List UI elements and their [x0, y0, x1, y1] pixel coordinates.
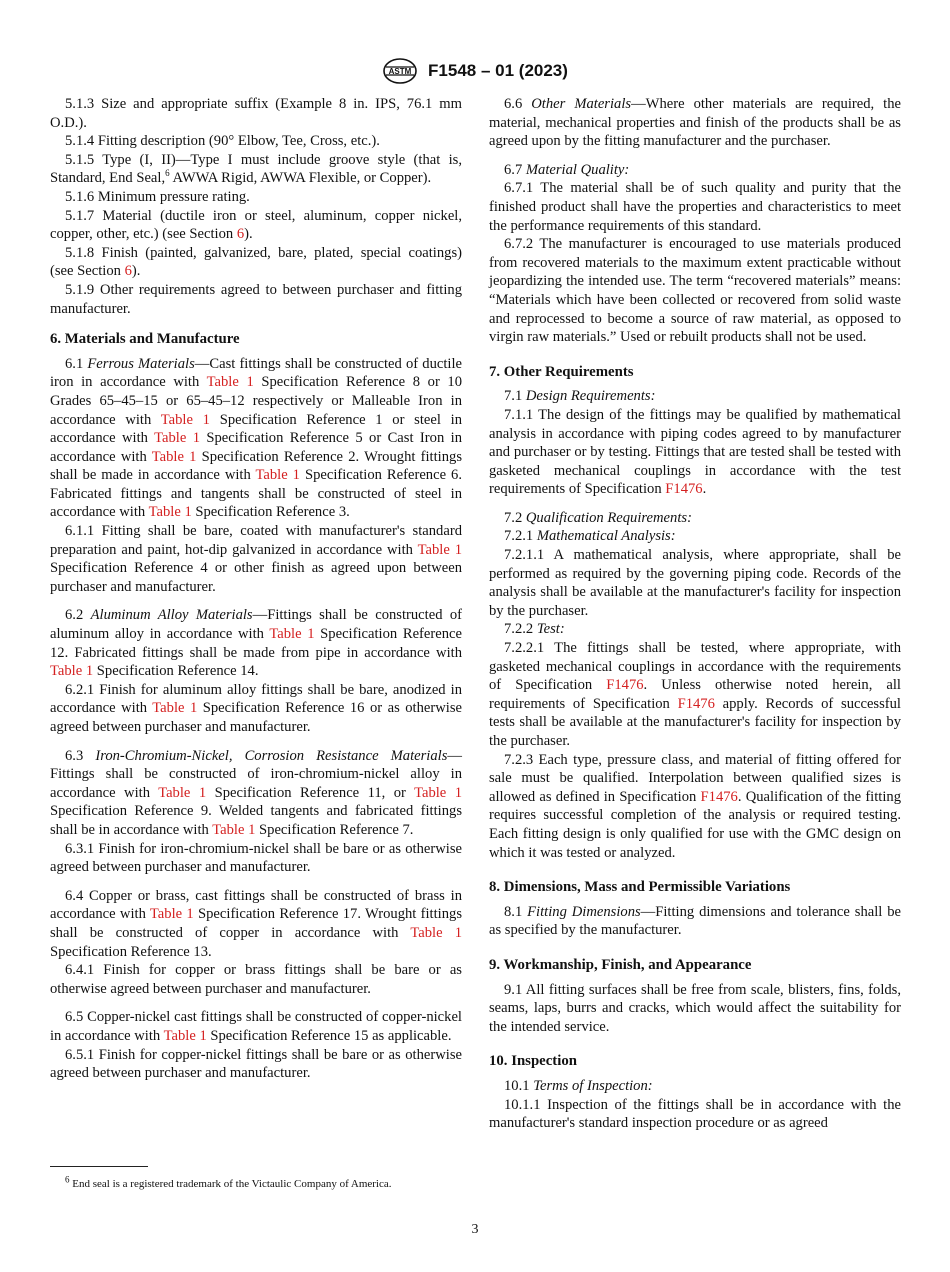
para-7-2-1: 7.2.1 Mathematical Analysis: [504, 528, 676, 545]
para-7-2: 7.2 Qualification Requirements: [504, 509, 692, 526]
para-5-1-7: 5.1.7 Material (ductile iron or steel, aluminum, copper nickel, copper, other, etc.) (see Section 6). [50, 207, 462, 243]
standard-id: F1548 – 01 (2023) [428, 61, 568, 80]
para-5-1-3: 5.1.3 Size and appropriate suffix (Example 8 in. IPS, 76.1 mm O.D.). [50, 96, 462, 131]
table-link[interactable]: Table 1 [255, 467, 300, 484]
section-link[interactable]: 6 [124, 263, 132, 280]
table-link[interactable]: Table 1 [269, 626, 315, 643]
table-link[interactable]: Table 1 [160, 411, 210, 428]
spec-link[interactable]: F1476 [677, 695, 715, 712]
table-link[interactable]: Table 1 [149, 906, 194, 923]
para-5-1-5: 5.1.5 Type (I, II)—Type I must include groove style (that is, Standard, End Seal,$^6$ AWWA Rigid, AWWA Flexible, or Copper). [50, 151, 462, 187]
footnote-divider [50, 1166, 148, 1167]
para-6-2: 6.2 Aluminum Alloy Materials—Fittings shall be constructed of aluminum alloy in accordance with Table 1 Specification Reference 12. Fabricated fittings shall be made from pipe in accordance with Table 1 Specification Reference 14. [50, 607, 463, 680]
table-link[interactable]: Table 1 [50, 663, 94, 680]
para-6-2-1: 6.2.1 Finish for aluminum alloy fittings shall be bare, anodized in accordance with Table 1 Specification Reference 16 or as otherwise agreed between purchaser and manufacturer. [50, 681, 462, 735]
spec-link[interactable]: F1476 [665, 481, 703, 498]
table-link[interactable]: Table 1 [212, 821, 256, 838]
para-6-5: 6.5 Copper-nickel cast fittings shall be constructed of copper-nickel in accordance with Table 1 Specification Reference 15 as applicable. [50, 1009, 462, 1044]
para-8-1: 8.1 Fitting Dimensions—Fitting dimensions and tolerance shall be as specified by the manufacturer. [489, 903, 901, 939]
para-7-1-1: 7.1.1 The design of the fittings may be qualified by mathematical analysis in accordance with piping codes agreed to by manufacturer and purchaser or by testing. Fittings that are tested shall be tested with gasketed mechanical couplings in accordance with the test requirements of Specification F1476. [489, 406, 901, 498]
svg-text:ASTM: ASTM [388, 67, 412, 76]
section-heading-7: 7. Other Requirements [489, 363, 634, 380]
para-7-2-2: 7.2.2 Test: [504, 621, 565, 638]
astm-logo-icon [382, 58, 418, 84]
page-header [0, 58, 950, 84]
para-5-1-8: 5.1.8 Finish (painted, galvanized, bare, plated, special coatings) (see Section 6). [50, 244, 462, 280]
section-heading-6: 6. Materials and Manufacture [50, 331, 240, 348]
para-5-1-6: 5.1.6 Minimum pressure rating. [65, 188, 250, 205]
section-heading-8: 8. Dimensions, Mass and Permissible Variations [489, 879, 791, 896]
section-heading-10: 10. Inspection [489, 1053, 577, 1070]
para-6-3-1: 6.3.1 Finish for iron-chromium-nickel shall be bare or as otherwise agreed between purchaser and manufacturer. [50, 840, 462, 876]
table-link[interactable]: Table 1 [152, 700, 198, 717]
para-6-4: 6.4 Copper or brass, cast fittings shall be constructed of brass in accordance with Table 1 Specification Reference 17. Wrought fittings shall be constructed of copper in accordance with Table 1 Specification Reference 13. [50, 887, 462, 960]
para-6-4-1: 6.4.1 Finish for copper or brass fittings shall be bare or as otherwise agreed between purchaser and manufacturer. [50, 962, 462, 997]
para-7-1: 7.1 Design Requirements: [504, 388, 656, 405]
table-link[interactable]: Table 1 [414, 784, 463, 801]
para-6-3: 6.3 Iron-Chromium-Nickel, Corrosion Resistance Materials—Fittings shall be constructed of iron-chromium-nickel alloy in accordance with Table 1 Specification Reference 11, or Table 1 Specification Reference 9. Welded tangents and fabricated fittings shall be in accordance with Table 1 Specification Reference 7. [50, 747, 463, 838]
para-6-7: 6.7 Material Quality: [504, 161, 630, 178]
para-9-1: 9.1 All fitting surfaces shall be free from scale, blisters, fins, folds, seams, laps, burrs and cracks, which would affect the suitability for the intended service. [489, 981, 901, 1035]
para-6-1-1: 6.1.1 Fitting shall be bare, coated with manufacturer's standard preparation and paint, hot-dip galvanized in accordance with Table 1 Specification Reference 4 or other finish as agreed upon between purchaser and manufacturer. [50, 523, 462, 595]
footnote-ref: 6 [165, 168, 170, 179]
page-number: 3 [471, 1222, 479, 1237]
para-5-1-4: 5.1.4 Fitting description (90° Elbow, Tee, Cross, etc.). [65, 133, 380, 150]
table-link[interactable]: Table 1 [148, 504, 192, 521]
table-link[interactable]: Table 1 [163, 1027, 207, 1044]
para-7-2-1-1: 7.2.1.1 A mathematical analysis, where appropriate, shall be performed as required by the governing piping code. Records of the analysis shall be available at the manufacturer's facility for inspection by the purchaser. [489, 547, 901, 619]
section-link[interactable]: 6 [236, 226, 245, 243]
right-column [489, 95, 901, 1133]
para-10-1-1: 10.1.1 Inspection of the fittings shall be in accordance with the manufacturer's standard inspection procedure or as agreed [489, 1096, 901, 1132]
table-link[interactable]: Table 1 [154, 430, 200, 447]
para-5-1-9: 5.1.9 Other requirements agreed to between purchaser and fitting manufacturer. [50, 281, 462, 317]
para-6-7-1: 6.7.1 The material shall be of such quality and purity that the finished product shall have the properties and characteristics to meet the performance requirements of this standard. [489, 180, 901, 234]
table-link[interactable]: Table 1 [206, 374, 254, 391]
left-column [50, 95, 462, 1083]
table-link[interactable]: Table 1 [151, 448, 197, 465]
footnote: $^6$ End seal is a registered trademark of the Victaulic Company of America. [65, 1174, 392, 1190]
table-link[interactable]: Table 1 [410, 924, 462, 941]
para-6-1: 6.1 Ferrous Materials—Cast fittings shall be constructed of ductile iron in accordance with Table 1 Specification Reference 8 or 10 Grades 65–45–15 or 65–45–12 respectively or Malleable Iron in accordance with Table 1 Specification Reference 1 or steel in accordance with Table 1 Specification Reference 5 or Cast Iron in accordance with Table 1 Specification Reference 2. Wrought fittings shall be made in accordance with Table 1 Specification Reference 6. Fabricated fittings and tangents shall be constructed of steel in accordance with Table 1 Specification Reference 3. [50, 355, 463, 521]
para-6-7-2: 6.7.2 The manufacturer is encouraged to use materials produced from recovered materials to the maximum extent practicable without jeopardizing the intended use. The term “recovered materials” means: “Materials which have been collected or recovered from solid waste and reprocessed to become a source of raw material, as opposed to virgin raw materials.” Used or rebuilt products shall not be used. [489, 236, 901, 346]
para-7-2-3: 7.2.3 Each type, pressure class, and material of fitting offered for sale must be qualified. Interpolation between qualified sizes is allowed as defined in Specification F1476. Qualification of the fitting requires successful completion of the analysis or required testing. Each fitting design is only qualified for use with the GMC design on which it was tested or analyzed. [489, 751, 901, 861]
para-6-6: 6.6 Other Materials—Where other materials are required, the material, mechanical properties and finish of the products shall be as agreed upon by the fitting manufacturer and the purchaser. [489, 96, 902, 150]
para-6-5-1: 6.5.1 Finish for copper-nickel fittings shall be bare or as otherwise agreed between purchaser and manufacturer. [50, 1046, 462, 1082]
para-7-2-2-1: 7.2.2.1 The fittings shall be tested, where appropriate, with gasketed mechanical couplings in accordance with the requirements of Specification F1476. Unless otherwise noted herein, all requirements of Specification F1476 apply. Records of successful tests shall be available at the manufacturer's facility for inspection by the purchaser. [489, 640, 901, 749]
table-link[interactable]: Table 1 [417, 541, 462, 558]
section-heading-9: 9. Workmanship, Finish, and Appearance [489, 956, 752, 973]
spec-link[interactable]: F1476 [606, 677, 644, 694]
table-link[interactable]: Table 1 [158, 784, 207, 801]
spec-link[interactable]: F1476 [700, 788, 738, 805]
para-10-1: 10.1 Terms of Inspection: [504, 1077, 653, 1094]
